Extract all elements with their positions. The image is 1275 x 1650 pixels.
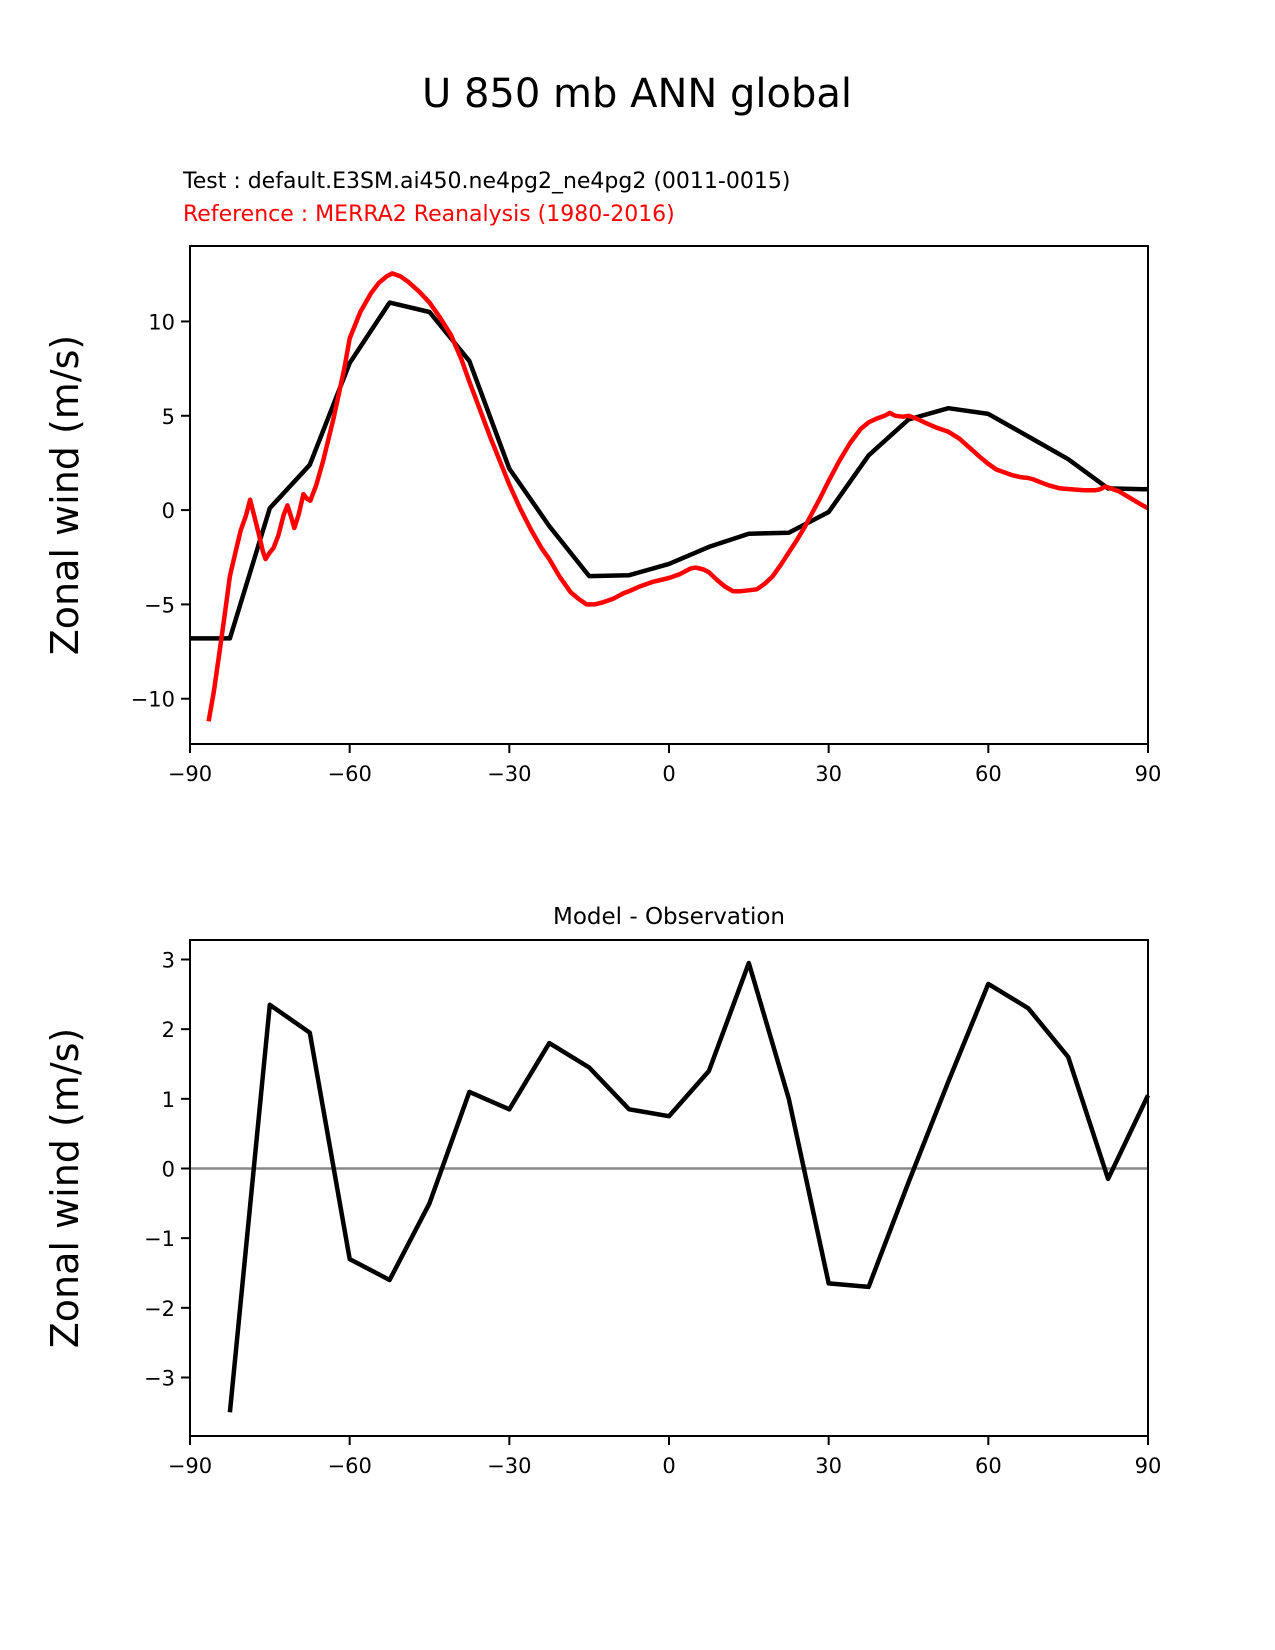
y-tick-label: 10 [148, 310, 175, 335]
x-tick-label: −90 [167, 1454, 213, 1478]
axes-frame [190, 246, 1148, 744]
chart-title: Model - Observation [552, 904, 786, 930]
x-tick-label: 90 [1134, 762, 1162, 786]
series-reference [209, 273, 1148, 721]
series-model-minus-observation [230, 963, 1148, 1412]
x-tick-label: 60 [974, 762, 1002, 786]
y-tick-label: −5 [144, 593, 175, 618]
top-chart [43, 246, 1161, 786]
y-tick-label: 0 [161, 499, 175, 524]
y-axis-label: Zonal wind (m/s) [43, 334, 87, 656]
y-tick-label: −1 [144, 1227, 175, 1252]
y-tick-label: 5 [161, 404, 175, 429]
x-tick-label: 30 [815, 762, 843, 786]
x-tick-label: 0 [662, 762, 676, 786]
test-label: Test : default.E3SM.ai450.ne4pg2_ne4pg2 (0011-0015) [183, 169, 791, 194]
x-tick-label: −90 [167, 762, 213, 786]
y-tick-label: −10 [130, 687, 175, 712]
axes-frame [190, 940, 1148, 1436]
x-tick-label: 0 [662, 1454, 676, 1478]
y-tick-label: 3 [161, 948, 175, 973]
x-tick-label: −60 [327, 762, 372, 786]
x-tick-label: −30 [487, 1454, 532, 1478]
y-tick-label: 1 [161, 1087, 175, 1112]
figure-title: U 850 mb ANN global [421, 71, 853, 117]
y-tick-label: 2 [161, 1018, 175, 1043]
x-tick-label: −30 [487, 762, 532, 786]
bottom-chart [43, 904, 1161, 1478]
y-axis-label: Zonal wind (m/s) [43, 1027, 87, 1349]
y-tick-label: −3 [144, 1366, 175, 1391]
y-tick-label: 0 [161, 1157, 175, 1182]
x-tick-label: 30 [815, 1454, 843, 1478]
y-tick-label: −2 [144, 1296, 175, 1321]
x-tick-label: 90 [1134, 1454, 1162, 1478]
x-tick-label: −60 [327, 1454, 372, 1478]
x-tick-label: 60 [974, 1454, 1002, 1478]
reference-label: Reference : MERRA2 Reanalysis (1980-2016) [183, 202, 675, 227]
